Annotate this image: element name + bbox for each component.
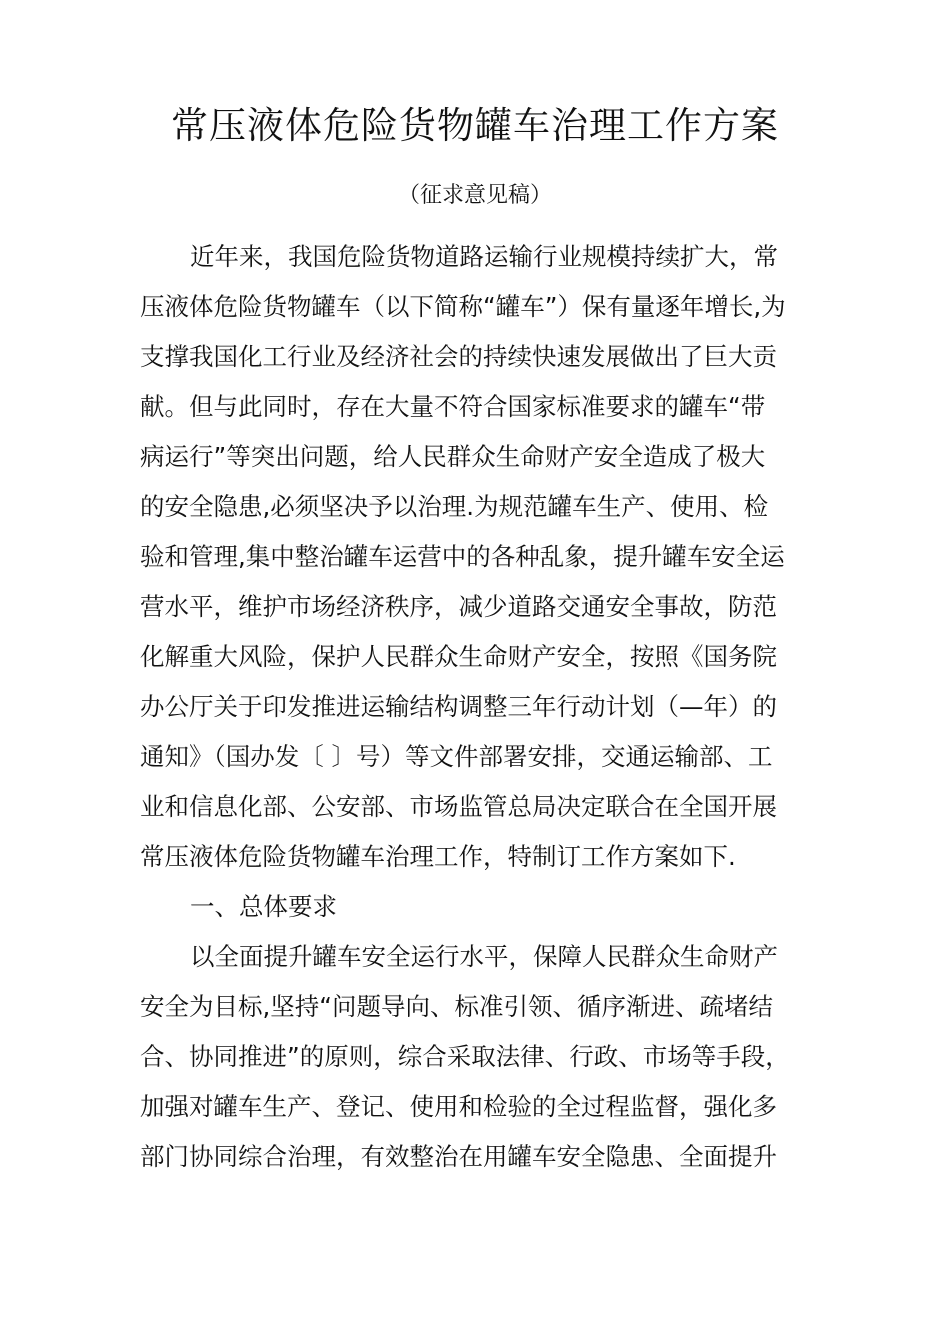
body-line: 近年来，我国危险货物道路运输行业规模持续扩大，常 (190, 242, 778, 271)
body-line: 业和信息化部、公安部、市场监管总局决定联合在全国开展 (140, 792, 777, 821)
body-line: 献。但与此同时，存在大量不符合国家标准要求的罐车“带 (140, 392, 766, 421)
body-line: 验和管理,集中整治罐车运营中的各种乱象，提升罐车安全运 (140, 542, 785, 571)
body-line: 病运行”等突出问题，给人民群众生命财产安全造成了极大 (140, 442, 766, 471)
body-line: 安全为目标,坚持“问题导向、标准引领、循序渐进、疏堵结 (140, 992, 773, 1021)
body-line: 加强对罐车生产、登记、使用和检验的全过程监督，强化多 (140, 1092, 777, 1121)
body-line: 以全面提升罐车安全运行水平，保障人民群众生命财产 (190, 942, 778, 971)
document-title: 常压液体危险货物罐车治理工作方案 (171, 104, 779, 147)
body-line: 化解重大风险，保护人民群众生命财产安全，按照《国务院 (140, 642, 777, 671)
document-body (140, 232, 820, 1182)
body-line: 办公厅关于印发推进运输结构调整三年行动计划（—年）的 (140, 692, 777, 721)
body-line: 支撑我国化工行业及经济社会的持续快速发展做出了巨大贡 (140, 342, 777, 371)
body-line: 部门协同综合治理，有效整治在用罐车安全隐患、全面提升 (140, 1142, 777, 1171)
section-heading: 一、总体要求 (190, 892, 337, 921)
body-line: 营水平，维护市场经济秩序，减少道路交通安全事故，防范 (140, 592, 777, 621)
body-line: 常压液体危险货物罐车治理工作，特制订工作方案如下. (140, 842, 736, 871)
document-subtitle: （征求意见稿） (397, 183, 552, 208)
body-line: 压液体危险货物罐车（以下简称“罐车”）保有量逐年增长,为 (140, 292, 786, 321)
body-line: 合、协同推进”的原则，综合采取法律、行政、市场等手段， (140, 1042, 790, 1071)
body-line: 的安全隐患,必须坚决予以治理.为规范罐车生产、使用、检 (140, 492, 769, 521)
body-line: 通知》（国办发〔 〕号）等文件部署安排，交通运输部、工 (140, 742, 773, 771)
